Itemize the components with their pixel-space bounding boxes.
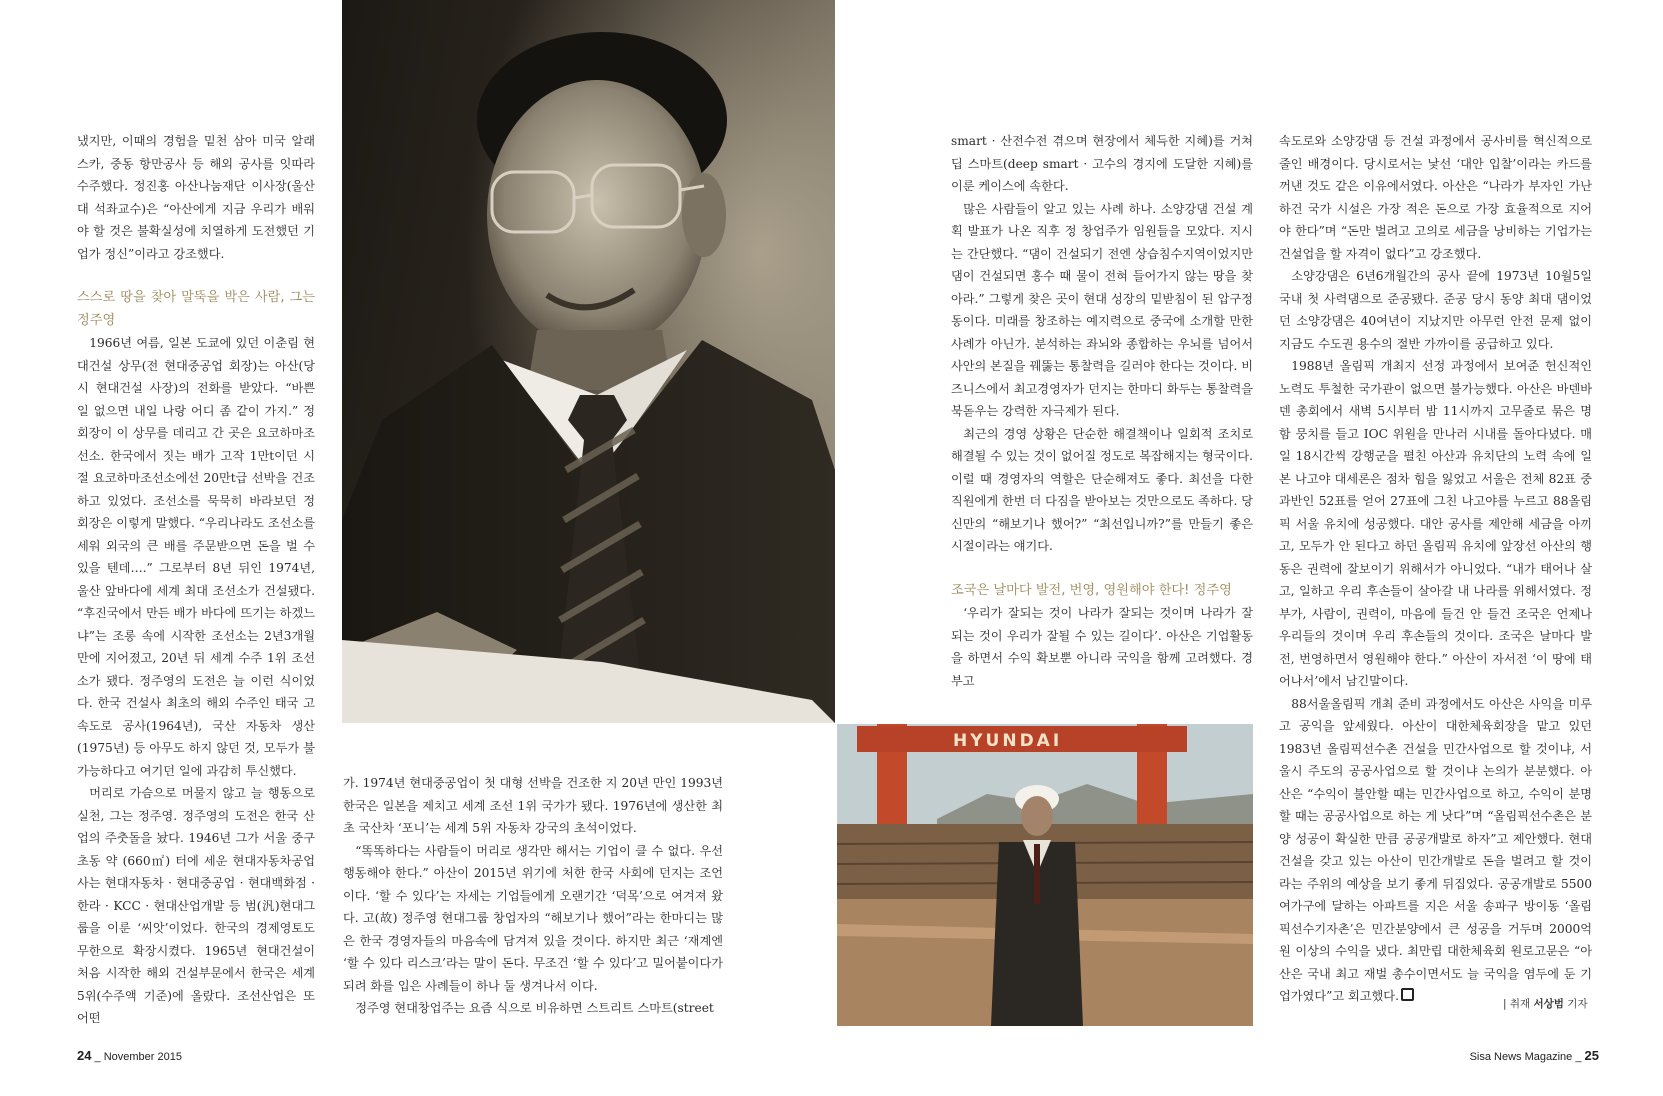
paragraph: 머리로 가슴으로 머물지 않고 늘 행동으로 실천, 그는 정주영. 정주영의 도전은 한국 산업의 주춧돌을 놨다. 1946년 그가 서울 중구 초동 약 (660㎡) 터에 세운 현대자동차공업사는 현대자동차 · 현대중공업 · 현대백화점 · 한라 · KCC · 현대산업개발 등 범(汎)현대그룹을 이룬 ‘씨앗’이었다. 한국의 경제영토도 무한으로 확장시켰다. 1965년 현대건설이 처음 시작한 해외 건설부문에서 한국은 세계 5위(수주액 기준)에 올랐다. 조선산업은 또 어떤	[77, 786, 315, 1025]
byline-suffix: 기자	[1567, 998, 1588, 1010]
paragraph: 정주영 현대창업주는 요즘 식으로 비유하면 스트리트 스마트(street	[355, 1001, 714, 1015]
text-column-1	[77, 130, 315, 1030]
paragraph: “똑똑하다는 사람들이 머리로 생각만 해서는 기업이 클 수 없다. 우선 행동해야 한다.” 아산이 2015년 위기에 처한 한국 사회에 던지는 조언이다. ‘할 수 있다’는 자세는 기업들에게 오랜기간 ‘덕목’으로 여겨져 왔다. 고(故) 정주영 현대그룹 창업자의 “해보기나 했어”라는 한마디는 많은 한국 경영자들의 마음속에 담겨져 있을 것이다. 하지만 최근 ‘재계엔 ‘할 수 있다 리스크’라는 말이 돈다. 무조건 ‘할 수 있다’고 밀어붙이다가 되려 화를 입은 사례들이 하나 둘 생겨나서 이다.	[343, 843, 723, 993]
paragraph: 1966년 여름, 일본 도쿄에 있던 이춘림 현대건설 상무(전 현대중공업 회장)는 아산(당시 현대건설 사장)의 전화를 받았다. “바쁜 일 없으면 내일 나랑 어디 좀 같이 가지.” 정 회장이 이 상무를 데리고 간 곳은 요코하마조선소. 한국에서 짓는 배가 고작 1만t이던 시절 요코하마조선소에선 20만t급 선박을 건조하고 있었다. 조선소를 묵묵히 바라보던 정 회장은 이렇게 말했다. “우리나라도 조선소를 세워 외국의 큰 배를 주문받으면 돈을 벌 수 있을 텐데….” 그로부터 8년 뒤인 1974년, 울산 앞바다에 세계 최대 조선소가 건설됐다. “후진국에서 만든 배가 바다에 뜨기는 하겠느냐”는 조롱 속에 시작한 조선소는 2년3개월 만에 지어졌고, 20년 뒤 세계 수주 1위 조선소가 됐다. 정주영의 도전은 늘 이런 식이었다. 한국 건설사 최초의 해외 수주인 태국 고속도로 공사(1964년), 국산 자동차 생산(1975년) 등 아무도 하지 않던 것, 모두가 불가능하다고 여기던 일에 과감히 투신했다.	[77, 336, 315, 778]
byline-name: 서상범	[1533, 998, 1564, 1010]
paragraph	[1279, 693, 1592, 1008]
shipyard-illustration	[837, 724, 1253, 1026]
page-number-left: 24	[77, 1048, 92, 1063]
text-column-4	[1279, 130, 1592, 1008]
paragraph: 1988년 올림픽 개최지 선정 과정에서 보여준 헌신적인 노력도 투철한 국가관이 없으면 불가능했다. 아산은 바덴바덴 총회에서 새벽 5시부터 밤 11시까지 고무줄로 묶은 명함 뭉치를 들고 IOC 위원을 만나러 시내를 돌아다녔다. 매일 18시간씩 강행군을 펼친 아산과 유치단의 노력 속에 일본 나고야 대세론은 점차 힘을 잃었고 서울은 전체 82표 중 과반인 52표를 얻어 27표에 그친 나고야를 누르고 88올림픽 서울 유치에 성공했다. 대안 공사를 제안해 세금을 아끼고, 모두가 안 된다고 하던 올림픽 유치에 앞장선 아산의 행동은 권력에 잘보이기 위해서가 아니었다. “내가 태어나 살고, 일하고 우리 후손들이 살아갈 내 나라를 위해서였다. 정부가, 사람이, 권력이, 마음에 들건 안 들건 조국은 언제나 우리들의 것이며 우리 후손들의 것이다. 조국은 날마다 발전, 번영하면서 영원해야 한다.” 아산이 자서전 ‘이 땅에 태어나서’에서 남긴말이다.	[1279, 359, 1592, 688]
footer-right	[1470, 1048, 1599, 1063]
paragraph: ‘우리가 잘되는 것이 나라가 잘되는 것이며 나라가 잘되는 것이 우리가 잘될 수 있는 길이다’. 아산은 기업활동을 하면서 수익 확보뿐 아니라 국익을 함께 고려했다. 경부고	[951, 606, 1253, 688]
section-heading: 스스로 땅을 찾아 말뚝을 박은 사람, 그는 정주영	[77, 290, 315, 328]
paragraph: 최근의 경영 상황은 단순한 해결책이나 일회적 조치로 해결될 수 있는 것이 없어질 정도로 복잡해지는 형국이다. 이럴 때 경영자의 역할은 단순해져도 좋다. 최선을 다한 직원에게 한번 더 다짐을 받아보는 것만으로도 족하다. 당신만의 “해보기나 했어?” “최선입니까?”를 만들기 좋은 시절이라는 얘기다.	[951, 426, 1253, 553]
paragraph: 많은 사람들이 알고 있는 사례 하나. 소양강댐 건설 계획 발표가 나온 직후 정 창업주가 임원들을 모았다. 지시는 간단했다. “댐이 건설되기 전엔 상습침수지역이었지만 댐이 건설되면 홍수 때 물이 전혀 들어가지 않는 땅을 찾아라.” 그렇게 찾은 곳이 현대 성장의 밑받침이 된 압구정동이다. 미래를 창조하는 예지력으로 중국에 소개할 만한 사례가 아닌가. 분석하는 좌뇌와 종합하는 우뇌를 넘어서 사안의 본질을 꿰뚫는 통찰력을 길러야 한다는 것이다. 비즈니스에서 최고경영자가 던지는 한마디 화두는 통찰력을 북돋우는 강력한 자극제가 된다.	[951, 201, 1253, 418]
paragraph: 가. 1974년 현대중공업이 첫 대형 선박을 건조한 지 20년 만인 1993년 한국은 일본을 제치고 세계 조선 1위 국가가 됐다. 1976년에 생산한 최초 국산차 ‘포니’는 세계 5위 자동차 강국의 초석이었다.	[343, 776, 723, 835]
portrait-photo	[342, 0, 835, 723]
end-mark-icon	[1401, 988, 1414, 1001]
section-heading: 조국은 날마다 발전, 번영, 영원해야 한다! 정주영	[951, 582, 1232, 598]
footer-left	[77, 1048, 182, 1063]
text-column-2	[343, 772, 723, 1020]
paragraph: 소양강댐은 6년6개월간의 공사 끝에 1973년 10월5일 국내 첫 사력댐으로 준공됐다. 준공 당시 동양 최대 댐이었던 소양강댐은 40여년이 지났지만 아무런 안전 문제 없이 지금도 수도권 용수의 절반 가까이를 공급하고 있다.	[1279, 269, 1592, 351]
footer-left-text: _ November 2015	[94, 1051, 182, 1063]
text-column-3	[951, 130, 1253, 692]
byline	[1503, 996, 1588, 1011]
page-number-right: 25	[1584, 1048, 1599, 1063]
paragraph: 냈지만, 이때의 경험을 밑천 삼아 미국 알래스카, 중동 항만공사 등 해외 공사를 잇따라 수주했다. 정진홍 아산나눔재단 이사장(울산대 석좌교수)은 “아산에게 지금 우리가 배워야 할 것은 불확실성에 치열하게 도전했던 기업가 정신”이라고 강조했다.	[77, 134, 315, 261]
paragraph: smart · 산전수전 겪으며 현장에서 체득한 지혜)를 거쳐 딥 스마트(deep smart · 고수의 경지에 도달한 지혜)를 이룬 케이스에 속한다.	[951, 134, 1253, 193]
portrait-illustration	[342, 0, 835, 723]
shipyard-photo	[837, 724, 1253, 1026]
crane-sign-text: HYUNDAI	[953, 731, 1063, 751]
byline-prefix: | 취재	[1503, 998, 1531, 1010]
paragraph-text: 88서울올림픽 개최 준비 과정에서도 아산은 사익을 미루고 공익을 앞세웠다. 아산이 대한체육회장을 맡고 있던 1983년 올림픽선수촌 건설을 민간사업으로 할 것이냐, 서울시 주도의 공공사업으로 할 것이냐 논의가 분분했다. 아산은 “수익이 불안할 때는 민간사업으로 하고, 수익이 분명할 때는 공공사업으로 하는 게 낫다”며 “올림픽선수촌은 분양 성공이 확실한 만큼 공공개발로 하자”고 제안했다. 현대건설을 갖고 있는 아산이 민간개발로 돈을 벌려고 할 것이라는 주위의 예상을 보기 좋게 뒤집었다. 공공개발로 5500여가구에 달하는 아파트를 지은 서울 송파구 방이동 ‘올림픽선수기자촌’은 민간분양에서 큰 성공을 거두며 2000억원 이상의 수익을 냈다. 최만립 대한체육회 원로고문은 “아산은 국내 최고 재벌 총수이면서도 늘 국익을 염두에 둔 기업가였다”고 회고했다.	[1279, 696, 1592, 1003]
footer-right-text: Sisa News Magazine _	[1469, 1051, 1582, 1063]
paragraph: 속도로와 소양강댐 등 건설 과정에서 공사비를 혁신적으로 줄인 배경이다. 당시로서는 낯선 ‘대안 입찰’이라는 카드를 꺼낸 것도 같은 이유에서였다. 아산은 “나라가 부자인 가난하건 국가 시설은 가장 적은 돈으로 가장 효율적으로 지어야 한다”며 “돈만 벌려고 고의로 세금을 낭비하는 기업가는 건설업을 할 자격이 없다”고 강조했다.	[1279, 134, 1592, 261]
